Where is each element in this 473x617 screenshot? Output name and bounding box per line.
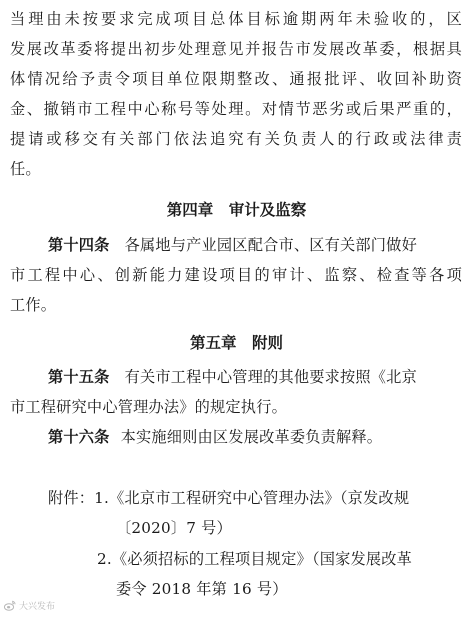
- article-14-text: 各属地与产业园区配合市、区有关部门做好: [124, 236, 417, 254]
- weibo-logo-icon: [4, 600, 16, 611]
- chapter-4-heading: 第四章 审计及监察: [166, 201, 307, 219]
- attachment-1-line-1: [48, 487, 462, 509]
- attachment-1-number: 1.: [94, 489, 110, 507]
- attachments-label: 附件：: [48, 489, 95, 507]
- paragraph-line: 提请或移交有关部门依法追究有关负责人的行政或法律责: [10, 130, 462, 148]
- attachment-2-line-2: 委令 2018 年第 16 号）: [116, 580, 288, 598]
- paragraph-line: 任。: [10, 160, 41, 178]
- paragraph-line: 体情况给予责令项目单位限期整改、通报批评、收回补助资: [10, 70, 462, 88]
- article-14-first-line: [48, 234, 462, 256]
- article-15-line: 市工程研究中心管理办法》的规定执行。: [10, 398, 287, 416]
- chapter-5-heading: 第五章 附则: [189, 334, 283, 352]
- attachment-2-title: 《必须招标的工程项目规定》（国家发展改革: [111, 550, 413, 568]
- paragraph-line: 当理由未按要求完成项目总体目标逾期两年未验收的，区: [10, 10, 462, 28]
- article-14-line: 工作。: [10, 296, 57, 314]
- article-14-label: 第十四条: [48, 236, 110, 254]
- attachment-1-line-2: 〔2020〕7 号）: [116, 519, 232, 537]
- paragraph-line: 金、撤销市工程中心称号等处理。对情节恶劣或后果严重的，: [10, 100, 462, 118]
- watermark-text: 大兴发布: [19, 601, 56, 612]
- article-15-text: 有关市工程中心管理的其他要求按照《北京: [124, 368, 417, 386]
- article-16-text: 本实施细则由区发展改革委负责解释。: [120, 428, 383, 446]
- paragraph-line: 发展改革委将提出初步处理意见并报告市发展改革委，根据具: [10, 40, 462, 58]
- watermark: [4, 598, 55, 612]
- attachment-1-title: 《北京市工程研究中心管理办法》（京发改规: [109, 489, 410, 507]
- article-16-line: [48, 426, 462, 448]
- attachment-2-line-1: [97, 548, 462, 570]
- article-14-line: 市工程中心、创新能力建设项目的审计、监察、检查等各项: [10, 266, 462, 284]
- article-15-first-line: [48, 366, 462, 388]
- attachment-2-number: 2.: [97, 550, 112, 568]
- article-16-label: 第十六条: [48, 428, 110, 446]
- article-15-label: 第十五条: [48, 368, 110, 386]
